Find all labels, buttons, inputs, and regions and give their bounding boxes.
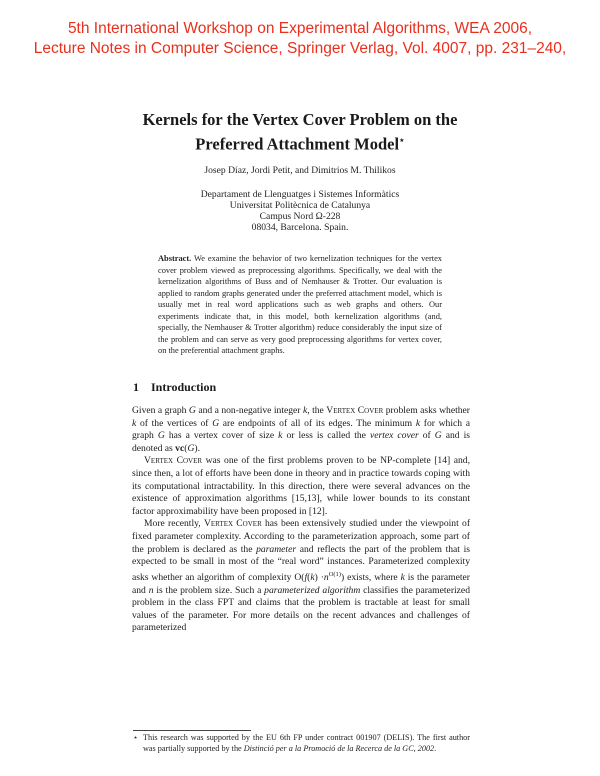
paragraph-1: Given a graph G and a non-negative integer k, the Vertex Cover problem asks whether k of the vertices of G are endpoints of all of its edges. The minimum k for which a graph G has a vertex cover of size k or less is called the vertex cover of G and is denoted as vc(G). [132,405,471,454]
introduction-body [132,405,470,635]
affiliation-line-4: 08034, Barcelona. Spain. [251,222,349,233]
paragraph-2: Vertex Cover was one of the first problems proven to be NP-complete [14] and, since then, a lot of efforts have been done in theory and in practice towards coping with its computational intractability. In this direction, there were several advances on the existence of approximation algorithms [15,13], while lower bounds to its constant factor approximability have been proposed in [12]. [132,455,470,517]
affiliation-line-1: Departament de Llenguatges i Sistemes Informàtics [200,189,400,200]
footnote-mark: ⋆ [133,733,139,742]
authors: Josep Díaz, Jordi Petit, and Dimitrios M. Thilikos [204,165,396,176]
citation-header-line-2: Lecture Notes in Computer Science, Springer Verlag, Vol. 4007, pp. 231–240, [33,40,567,57]
footnote-divider [133,730,251,731]
paragraph-3: More recently, Vertex Cover has been extensively studied under the viewpoint of fixed parameter complexity. According to the parameterization approach, some part of the problem is declared as the parameter and reflects the part of the problem that is expected to be small in most of the “real word” instances. Parameterized complexity asks whether an algorithm of complexity $O(f(k) \cdot n^{O(1)})$ exists, where k is the parameter and n is the problem size. Such a parameterized algorithm classifies the parameterized problem in the class FPT and claims that the problem is tractable at least for small values of the parameter. For more details on the recent advances and challenges of parameterized [132,518,471,634]
abstract [158,253,442,357]
abstract-text: We examine the behavior of two kernelization techniques for the vertex cover problem viewed as preprocessing algorithms. Specifically, we deal with the kernelization algorithms of Buss and of Nemhauser & Trotter. Our evaluation is applied to random graphs generated under the preferred attachment model, which is usually met in real word applications such as web graphs and others. Our experiments indicate that, in this model, both kernelization algorithms (and, specially, the Nemhauser & Trotter algorithm) reduce considerably the input size of the problem and can serve as very good preprocessing algorithms for vertex cover, on the preferential attachment graphs. [158,254,442,356]
footnote [133,733,470,754]
section-heading [133,380,216,395]
paper-title-line-2-text: Preferred Attachment Model [195,134,400,154]
paper-title-line-2 [0,130,600,155]
paper-title-line-1: Kernels for the Vertex Cover Problem on the [142,110,458,129]
title-footnote-mark: ⋆ [399,135,405,145]
section-number: 1 [133,380,139,394]
footnote-text: This research was supported by the EU 6th FP under contract 001907 (DELIS). The first author was partially supported by the Distinció per a la Promoció de la Recerca de la GC, 2002. [143,733,470,753]
section-title: Introduction [151,380,217,394]
citation-header-line-1: 5th International Workshop on Experimental Algorithms, WEA 2006, [67,20,533,37]
affiliation-line-2: Universitat Politècnica de Catalunya [229,200,371,211]
abstract-label: Abstract. [158,254,192,263]
affiliation-line-3: Campus Nord Ω-228 [259,211,341,222]
